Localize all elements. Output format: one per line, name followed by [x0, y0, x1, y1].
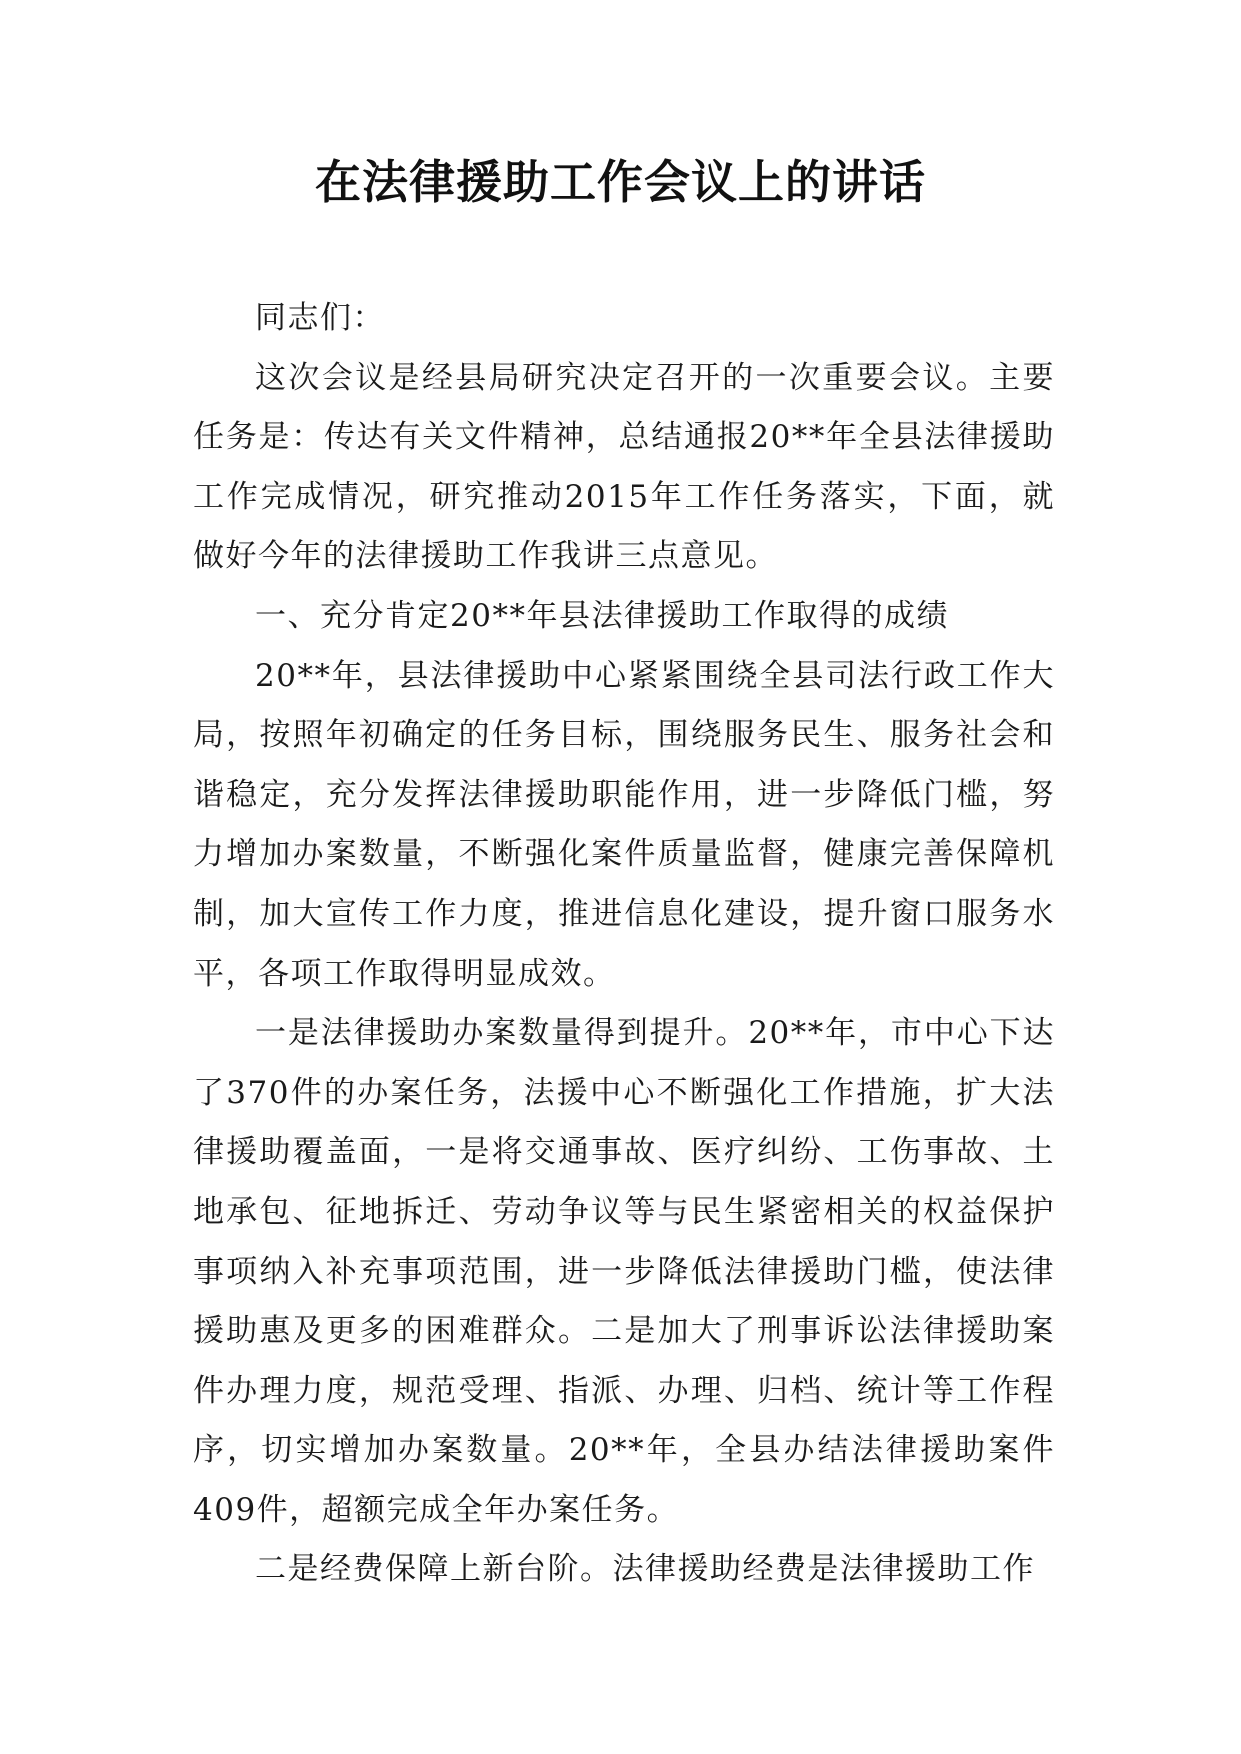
intro-paragraph: 这次会议是经县局研究决定召开的一次重要会议。主要任务是：传达有关文件精神，总结通报20**年全县法律援助工作完成情况，研究推动2015年工作任务落实，下面，就做好今年的法律援助工作我讲三点意见。 — [193, 359, 1055, 575]
achievements-paragraph: 20**年，县法律援助中心紧紧围绕全县司法行政工作大局，按照年初确定的任务目标，围绕服务民生、服务社会和谐稳定，充分发挥法律援助职能作用，进一步降低门槛，努力增加办案数量，不断强化案件质量监督，健康完善保障机制，加大宣传工作力度，推进信息化建设，提升窗口服务水平，各项工作取得明显成效。 — [193, 657, 1055, 992]
case-volume-paragraph: 一是法律援助办案数量得到提升。20**年，市中心下达了370件的办案任务，法援中心不断强化工作措施，扩大法律援助覆盖面，一是将交通事故、医疗纠纷、工伤事故、土地承包、征地拆迁、劳动争议等与民生紧密相关的权益保护事项纳入补充事项范围，进一步降低法律援助门槛，使法律援助惠及更多的困难群众。二是加大了刑事诉讼法律援助案件办理力度，规范受理、指派、办理、归档、统计等工作程序，切实增加办案数量。20**年，全县办结法律援助案件409件，超额完成全年办案任务。 — [193, 1015, 1055, 1528]
document-title: 在法律援助工作会议上的讲话 — [315, 155, 926, 209]
document-body — [193, 289, 1055, 1600]
section-heading: 一、充分肯定20**年县法律援助工作取得的成绩 — [255, 597, 949, 634]
funding-paragraph: 二是经费保障上新台阶。法律援助经费是法律援助工作 — [255, 1551, 1035, 1588]
salutation: 同志们： — [255, 300, 385, 336]
